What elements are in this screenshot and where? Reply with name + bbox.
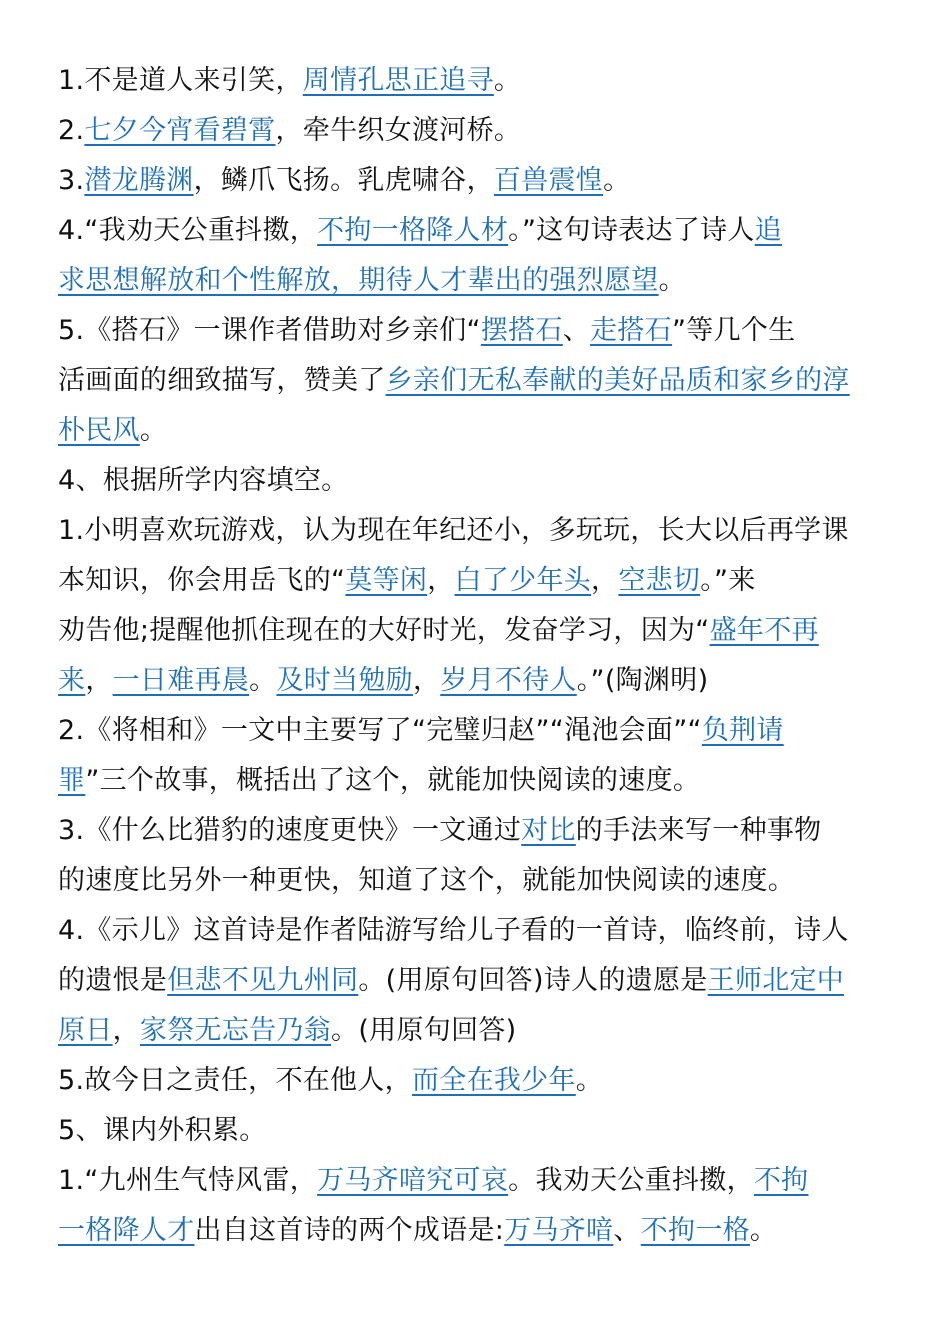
text-line [58,406,898,456]
question-text: 活画面的细致描写，赞美了 [58,365,386,396]
question-text: 4.《示儿》这首诗是作者陆游写给儿子看的一首诗，临终前，诗人 [58,915,849,946]
question-text: 本知识，你会用岳飞的“ [58,565,346,596]
question-text: 。 [493,65,522,96]
text-line [58,1106,898,1156]
question-text: 。 [749,1215,778,1246]
answer-text: 不拘 [753,1165,809,1196]
answer-text: 对比 [521,815,576,846]
answer-text: 原日 [58,1015,113,1046]
question-text: 4、根据所学内容填空。 [58,465,349,496]
question-text: 1.不是道人来引笑， [58,65,303,96]
answer-text: 莫等闲 [345,565,428,596]
question-text: 、 [562,315,591,346]
question-text: 的速度比另外一种更快，知道了这个，就能加快阅读的速度。 [58,865,796,896]
text-line [58,1156,898,1206]
answer-text: 来 [58,665,86,696]
text-line [58,506,898,556]
question-text: 3.《什么比猎豹的速度更快》一文通过 [58,815,522,846]
question-text: 4.“我劝天公重抖擞， [58,215,318,246]
answer-text: 空悲切 [618,565,701,596]
question-text: 。”这句诗表达了诗人 [508,215,755,246]
answer-text: 不拘一格降人材 [317,215,509,246]
question-text: 3. [58,165,85,196]
text-line [58,1006,898,1056]
text-line [58,56,898,106]
text-line [58,1206,898,1256]
text-line [58,156,898,206]
text-line [58,956,898,1006]
question-text: 。 [658,265,686,296]
text-line [58,206,898,256]
text-line [58,856,898,906]
text-line [58,606,898,656]
question-text: 出自这首诗的两个成语是: [194,1215,505,1246]
answer-text: 负荆请 [701,715,784,746]
answer-text: 乡亲们无私奉献的美好品质和家乡的淳 [385,365,850,396]
text-line [58,706,898,756]
answer-text: 摆搭石 [480,315,563,346]
answer-text: 白了少年头 [454,565,592,596]
question-text: 。”(陶渊明) [576,665,709,696]
text-line [58,106,898,156]
answer-text: 但悲不见九州同 [167,965,359,996]
answer-text: 一日难再晨 [112,665,250,696]
answer-text: 百兽震惶 [493,165,604,196]
question-text: ”三个故事，概括出了这个，就能加快阅读的速度。 [85,765,701,796]
answer-text: 王师北定中 [707,965,845,996]
answer-text: 走搭石 [590,315,672,346]
answer-text: 不拘一格 [640,1215,750,1246]
answer-text: 盛年不再 [709,615,819,646]
question-text: 5.《搭石》一课作者借助对乡亲们“ [58,315,481,346]
answer-text: 万马齐喑究可哀 [317,1165,509,1196]
question-text: 2. [58,115,85,146]
text-line [58,356,898,406]
answer-text: 而全在我少年 [411,1065,576,1096]
question-text: ， [412,665,441,696]
answer-text: 及时当勉励 [276,665,413,696]
answer-text: 一格降人才 [58,1215,195,1246]
question-text: 。 [249,665,277,696]
worksheet-page [58,56,898,1256]
answer-text: 追 [754,215,782,246]
text-line [58,656,898,706]
text-line [58,1056,898,1106]
question-text: 、 [613,1215,641,1246]
answer-text: 岁月不待人 [440,665,577,696]
question-text: 的遗恨是 [58,965,168,996]
question-text: 。(用原句回答)诗人的遗愿是 [358,965,708,996]
question-text: 。 [603,165,631,196]
question-text: 劝告他;提醒他抓住现在的大好时光，发奋学习，因为“ [58,615,710,646]
text-line [58,806,898,856]
text-line [58,756,898,806]
question-text: 2.《将相和》一文中主要写了“完璧归赵”“渑池会面”“ [58,715,702,746]
text-line [58,556,898,606]
question-text: ， [591,565,619,596]
text-line [58,306,898,356]
question-text: 的手法来写一种事物 [575,815,822,846]
answer-text: 潜龙腾渊 [84,165,194,196]
question-text: ，牵牛织女渡河桥。 [275,115,522,146]
question-text: ，鳞爪飞扬。乳虎啸谷， [193,165,494,196]
text-line [58,906,898,956]
answer-text: 万马齐喑 [504,1215,614,1246]
question-text: ， [427,565,455,596]
question-text: 。 [139,415,168,446]
text-line [58,256,898,306]
question-text: ， [112,1015,140,1046]
question-text: 1.“九州生气恃风雷， [58,1165,318,1196]
answer-text: 家祭无忘告乃翁 [139,1015,332,1046]
answer-text: 七夕今宵看碧霄 [84,115,276,146]
question-text: 5.故今日之责任，不在他人， [58,1065,412,1096]
question-text: ”等几个生 [671,315,796,346]
answer-text: 周情孔思正追寻 [302,65,494,96]
question-text: 1.小明喜欢玩游戏，认为现在年纪还小，多玩玩，长大以后再学课 [58,515,849,546]
answer-text: 朴民风 [58,415,140,446]
answer-text: 罪 [58,765,86,796]
question-text: 。我劝天公重抖擞， [508,1165,754,1196]
answer-text: 求思想解放和个性解放，期待人才辈出的强烈愿望 [58,265,659,296]
question-text: 5、课内外积累。 [58,1115,267,1146]
question-text: 。 [575,1065,604,1096]
question-text: 。”来 [700,565,756,596]
question-text: 。(用原句回答) [331,1015,517,1046]
question-text: ， [85,665,113,696]
text-line [58,456,898,506]
